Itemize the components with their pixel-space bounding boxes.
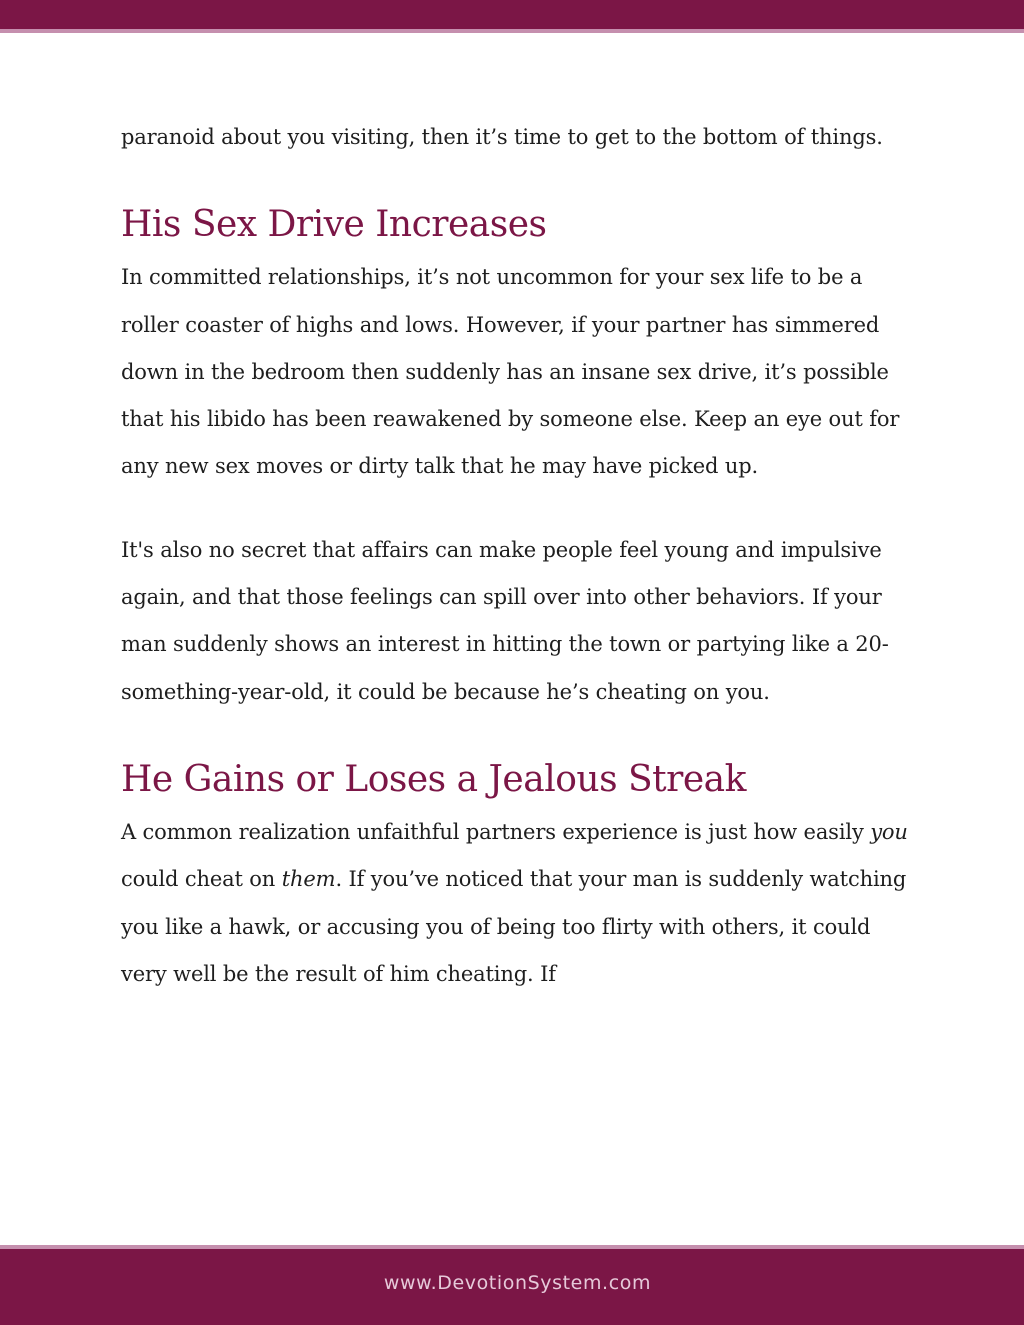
sex-drive-paragraph-2: It's also no secret that affairs can make people feel young and impulsive again, and that those feelings can spill over into other behaviors. If your man suddenly shows an interest in hitting the town or partying like a 20-something-year-old, it could be because he’s cheating on you. bbox=[121, 537, 889, 704]
text-run: could cheat on bbox=[121, 867, 282, 892]
top-accent-stripe bbox=[0, 29, 1024, 33]
sex-drive-paragraph-1: In committed relationships, it’s not uncommon for your sex life to be a roller coaster of highs and lows. However, if your partner has simmered down in the bedroom then suddenly has an insane sex drive, it’s possible that his libido has been reawakened by someone else. Keep an eye out for any new sex moves or dirty talk that he may have picked up. bbox=[121, 265, 900, 479]
section-heading-jealous-streak: He Gains or Loses a Jealous Streak bbox=[121, 758, 746, 800]
jealous-streak-paragraph bbox=[121, 809, 921, 998]
emphasis-you: you bbox=[870, 819, 908, 844]
top-banner bbox=[0, 0, 1024, 29]
text-run: . If you’ve noticed that your man is suddenly watching you like a hawk, or accusing you of being too flirty with others, it could very well be the result of him cheating. If bbox=[121, 867, 907, 986]
text-run: A common realization unfaithful partners experience is just how easily bbox=[121, 819, 871, 844]
emphasis-them: them bbox=[281, 867, 336, 892]
footer-website-url: www.DevotionSystem.com bbox=[383, 1272, 652, 1294]
intro-paragraph: paranoid about you visiting, then it’s time to get to the bottom of things. bbox=[121, 125, 883, 149]
page-content bbox=[121, 114, 921, 998]
section-heading-sex-drive: His Sex Drive Increases bbox=[121, 204, 547, 246]
